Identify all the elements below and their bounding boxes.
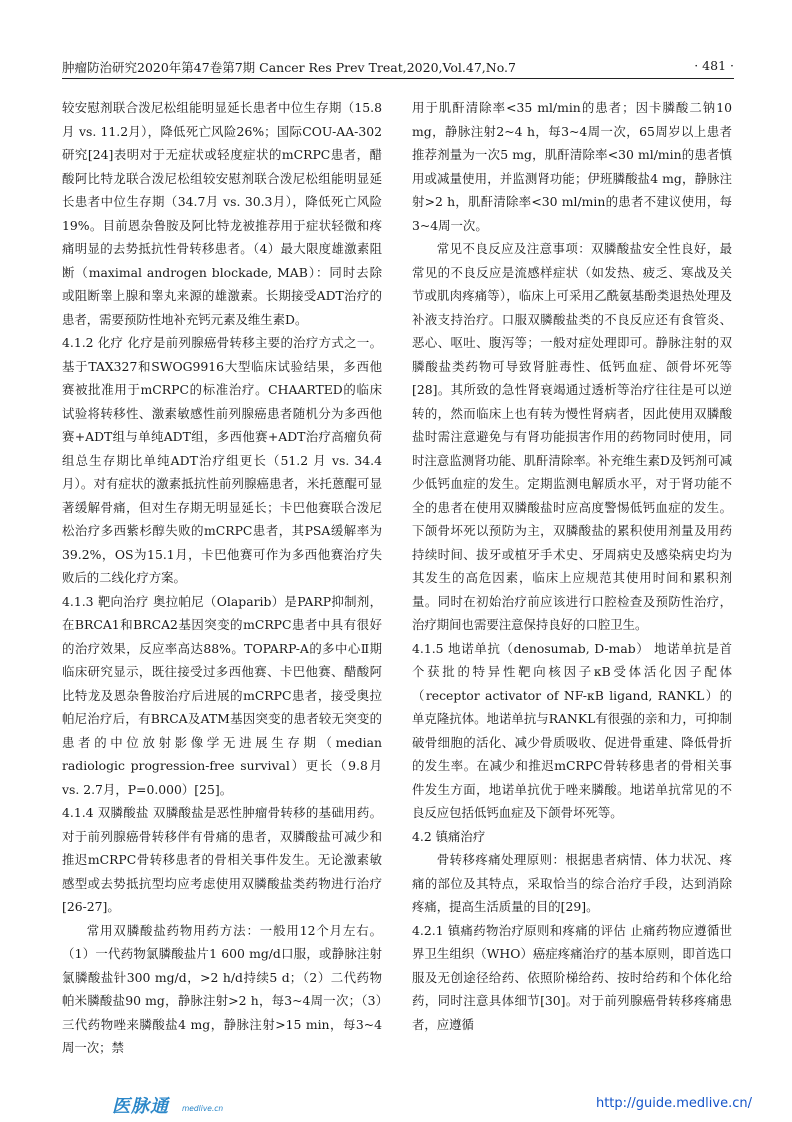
- section-4-2-heading: 4.2 镇痛治疗: [412, 828, 486, 844]
- right-column: [412, 96, 732, 1036]
- running-header: [62, 52, 734, 79]
- section-4-1-5-denosumab: 4.1.5 地诺单抗（denosumab, D-mab） 地诺单抗是首个获批的特异性靶向核因子κB受体活化因子配体（receptor activator of NF-κB ligand, RANKL）的单克隆抗体。地诺单抗与RANKL有很强的亲和力，可抑制破骨细胞的活化、减少骨质吸收、促进骨重建、降低骨折的发生率。在减少和推迟mCRPC骨转移患者的骨相关事件发生方面，地诺单抗优于唑来膦酸。地诺单抗常见的不良反应包括低钙血症及下颌骨坏死等。: [412, 640, 732, 820]
- paragraph-dosage: 常用双膦酸盐药物用药方法：一般用12个月左右。（1）一代药物氯膦酸盐片1 600 mg/d口服，或静脉注射氯膦酸盐针300 mg/d，>2 h/d持续5 d；（2）二代药物帕米膦酸盐90 mg，静脉注射>2 h，每3~4周一次；（3）三代药物唑来膦酸盐4 mg，静脉注射>15 min，每3~4周一次；禁: [62, 922, 382, 1055]
- section-4-2-1-analgesic: 4.2.1 镇痛药物治疗原则和疼痛的评估 止痛药物应遵循世界卫生组织（WHO）癌症疼痛治疗的基本原则，即首选口服及无创途径给药、依照阶梯给药、按时给药和个体化给药，同时注意具体细节[30]。对于前列腺癌骨转移疼痛患者，应遵循: [412, 922, 732, 1032]
- page-footer: [62, 1090, 752, 1118]
- medlive-logo: [112, 1090, 242, 1118]
- section-4-1-4-bisphosphonates: 4.1.4 双膦酸盐 双膦酸盐是恶性肿瘤骨转移的基础用药。对于前列腺癌骨转移伴有骨痛的患者，双膦酸盐可减少和推迟mCRPC骨转移患者的骨相关事件发生。无论激素敏感型或去势抵抗型均应考虑使用双膦酸盐类药物进行治疗[26-27]。: [62, 805, 382, 914]
- logo-mark: 医脉通: [112, 1096, 169, 1117]
- section-4-1-2-chemotherapy: 4.1.2 化疗 化疗是前列腺癌骨转移主要的治疗方式之一。基于TAX327和SWOG9916大型临床试验结果，多西他赛被批准用于mCRPC的标准治疗。CHAARTED的临床试验将转移性、激素敏感性前列腺癌患者随机分为多西他赛+ADT组与单纯ADT组，多西他赛+ADT治疗高瘤负荷组总生存期比单纯ADT治疗组更长（51.2 月 vs. 34.4 月）。对有症状的激素抵抗性前列腺癌患者，米托蒽醌可显著缓解骨痛，但对生存期无明显延长；卡巴他赛联合泼尼松治疗多西紫杉醇失败的mCRPC患者，其PSA缓解率为39.2%，OS为15.1月，卡巴他赛可作为多西他赛治疗失败后的二线化疗方案。: [62, 335, 382, 585]
- logo-subtext: medlive.cn: [182, 1104, 224, 1113]
- section-4-1-3-targeted-therapy: 4.1.3 靶向治疗 奥拉帕尼（Olaparib）是PARP抑制剂，在BRCA1和BRCA2基因突变的mCRPC患者中具有很好的治疗效果，反应率高达88%。TOPARP-A的多中心Ⅱ期临床研究显示，既往接受过多西他赛、卡巴他赛、醋酸阿比特龙及恩杂鲁胺治疗后进展的mCRPC患者，接受奥拉帕尼治疗后，有BRCA及ATM基因突变的患者较无突变的患者的中位放射影像学无进展生存期（median radiologic progression-free survival）更长（9.8月vs. 2.7月，P=0.000）[25]。: [62, 593, 382, 797]
- paragraph-dosage-continued: 用于肌酐清除率<35 ml/min的患者；因卡膦酸二钠10 mg，静脉注射2~4 h，每3~4周一次，65周岁以上患者推荐剂量为一次5 mg，肌酐清除率<30 ml/min的患者慎用或减量使用，并监测肾功能；伊班膦酸盐4 mg，静脉注射>2 h，肌酐清除率<30 ml/min的患者不建议使用，每3~4周一次。: [412, 100, 732, 233]
- page-number: · 481 ·: [694, 58, 734, 73]
- footer-url-link[interactable]: http://guide.medlive.cn/: [595, 1096, 752, 1111]
- paragraph-pain-principles: 骨转移疼痛处理原则：根据患者病情、体力状况、疼痛的部位及其特点，采取恰当的综合治疗手段，达到消除疼痛，提高生活质量的目的[29]。: [412, 852, 732, 914]
- left-column: [62, 96, 382, 1060]
- paragraph-adverse-reactions: 常见不良反应及注意事项：双膦酸盐安全性良好，最常见的不良反应是流感样症状（如发热、疲乏、寒战及关节或肌肉疼痛等），临床上可采用乙酰氨基酚类退热处理及补液支持治疗。口服双膦酸盐类的不良反应还有食管炎、恶心、呕吐、腹泻等；一般对症处理即可。静脉注射的双膦酸盐类药物可导致肾脏毒性、低钙血症、颌骨坏死等[28]。其所致的急性肾衰竭通过透析等治疗往往是可以逆转的，然而临床上也有转为慢性肾病者，因此使用双膦酸盐时需注意避免与有肾功能损害作用的药物同时使用，同时注意监测肾功能、肌酐清除率。补充维生素D及钙剂可减少低钙血症的发生。定期监测电解质水平，对于肾功能不全的患者在使用双膦酸盐时应高度警惕低钙血症的发生。下颌骨坏死以预防为主，双膦酸盐的累积使用剂量及用药持续时间、拔牙或植牙手术史、牙周病史及感染病史均为其发生的高危因素，临床上应规范其使用时间和累积剂量。同时在初始治疗前应该进行口腔检查及预防性治疗，治疗期间也需要注意保持良好的口腔卫生。: [412, 241, 732, 632]
- journal-citation: 肿瘤防治研究2020年第47卷第7期 Cancer Res Prev Treat,2020,Vol.47,No.7: [62, 60, 516, 75]
- paragraph-continued: 较安慰剂联合泼尼松组能明显延长患者中位生存期（15.8月 vs. 11.2月），降低死亡风险26%；国际COU-AA-302研究[24]表明对于无症状或轻度症状的mCRPC患者，醋酸阿比特龙联合泼尼松组较安慰剂联合泼尼松组能明显延长患者中位生存期（34.7月 vs. 30.3月），降低死亡风险19%。目前恩杂鲁胺及阿比特龙被推荐用于症状轻微和疼痛明显的去势抵抗性骨转移患者。（4）最大限度雄激素阻断（maximal androgen blockade, MAB）：同时去除或阻断睾上腺和睾丸来源的雄激素。长期接受ADT治疗的患者，需要预防性地补充钙元素及维生素D。: [62, 100, 382, 327]
